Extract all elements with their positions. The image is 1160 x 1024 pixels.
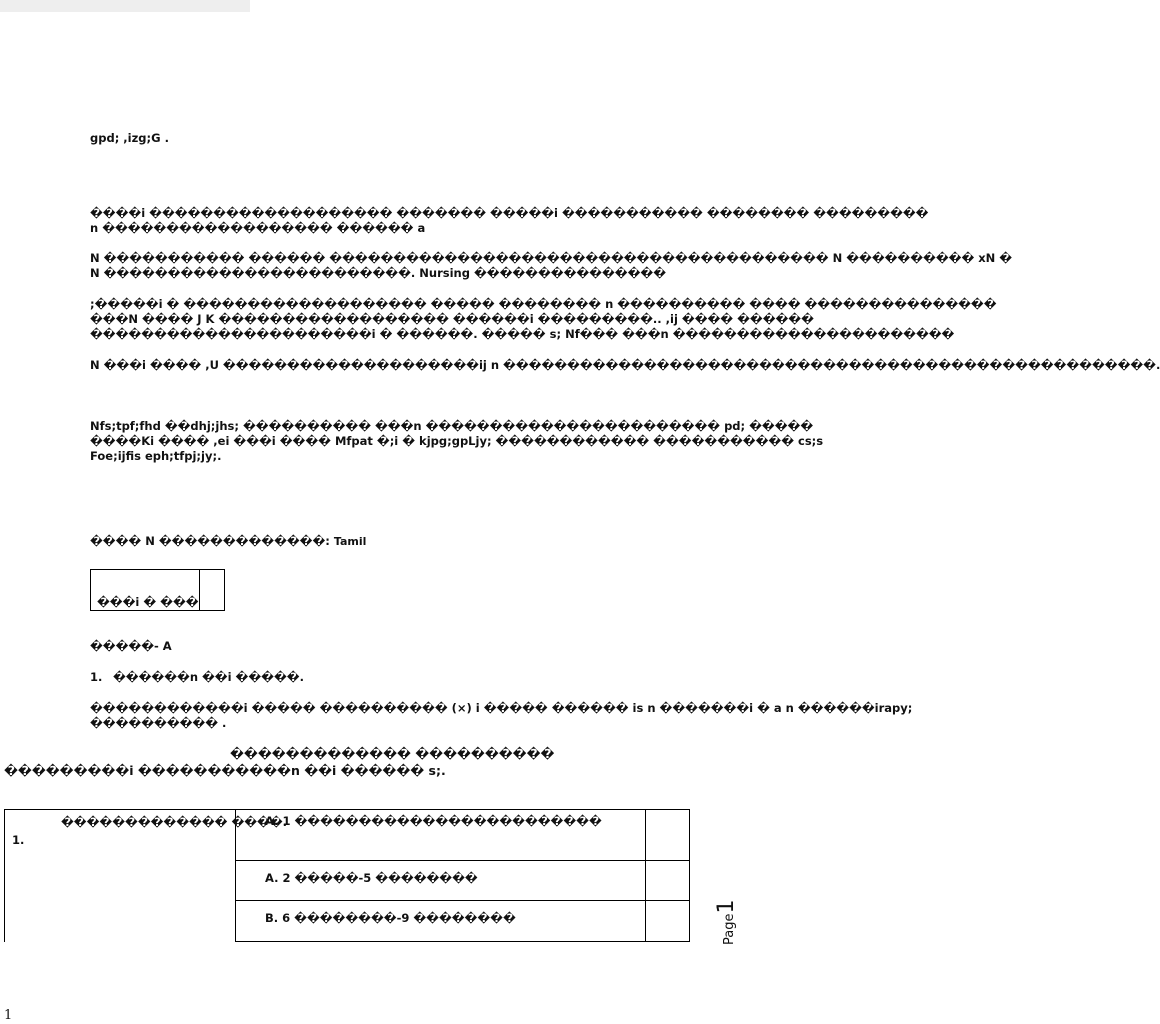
footer-page-number: 1: [4, 1008, 13, 1023]
page-number: 1: [714, 899, 739, 914]
paragraph-1-line-2: n ������������������ ������ a: [90, 221, 426, 235]
paragraph-2-line-1: N ����������� ������ ��������������������������������������� N ���������� xN �: [90, 251, 1013, 265]
small-box: [90, 569, 225, 611]
language-line: [90, 534, 366, 549]
paragraph-1-line-1: ����i ������������������� ������� �����i ����������� �������� ���������: [90, 206, 929, 220]
question-table-top-border: [4, 809, 690, 810]
option-3: B. 6 ��������-9 ��������: [265, 911, 516, 925]
paragraph-3-line-2: ���N ���� J K ������������������ ������i ���������.. ,ij ���� ������: [90, 312, 814, 326]
paragraph-5-line-2: ����Ki ���� ,ei ���i ���� Mfpat �;i � kjpg;gpLjy; ������������ ����������� cs;s: [90, 434, 824, 448]
paragraph-4-line-1: N ���i ���� ,U ��������������������ij n ���������������������������������������������������.: [90, 358, 1160, 372]
language-prefix: ���� N �������������:: [90, 534, 334, 548]
question-label: ������������� ����.: [61, 815, 288, 829]
document-title: gpd; ,izg;G .: [90, 131, 169, 145]
paragraph-5-line-1: Nfs;tpf;fhd ��dhj;jhs; ���������� ���n ����������������������� pd; �����: [90, 419, 814, 433]
page-number-label: [714, 885, 739, 945]
question-table-row-divider-2: [235, 900, 690, 901]
option-1: A. 1 ������������������������: [265, 814, 602, 828]
centered-line-1: ������������� ����������: [230, 746, 555, 761]
section-heading: �����- A: [90, 639, 172, 653]
question-table-right-border: [689, 809, 690, 942]
question-number: 1.: [12, 833, 25, 847]
centered-line-2: ���������i �����������n ��i ������ s;.: [4, 763, 446, 778]
top-bar: [0, 0, 250, 12]
language-value: Tamil: [333, 535, 367, 548]
question-table-left-border: [4, 809, 5, 942]
instruction-line-2: ���������� .: [90, 716, 227, 730]
question-table-row-divider-1: [235, 860, 690, 861]
paragraph-2-line-2: N ������������������������. Nursing ���������������: [90, 266, 666, 280]
section-item-number: 1.: [90, 670, 103, 684]
section-item-text: ������n ��i �����.: [113, 670, 304, 684]
instruction-line-1: ������������i ����� ���������� (×) i ����� ������ is n �������i � a n ������irapy;: [90, 701, 913, 715]
paragraph-3-line-1: ;�����i � ������������������� ����� �������� n ���������� ���� ���������������: [90, 297, 997, 311]
question-table-answer-divider: [645, 809, 646, 942]
small-box-label-cell: [91, 570, 200, 611]
page-word: Page: [722, 913, 737, 945]
small-box-label: ���i � ���: [97, 595, 199, 609]
small-box-empty-cell: [199, 570, 224, 611]
paragraph-3-line-3: ����������������������i � ������. ����� s; Nf��� ���n ����������������������: [90, 327, 955, 341]
question-table-bottom-border: [235, 941, 690, 942]
option-2: A. 2 �����-5 ��������: [265, 871, 478, 885]
paragraph-5-line-3: Foe;ijfis eph;tfpj;jy;.: [90, 449, 222, 463]
